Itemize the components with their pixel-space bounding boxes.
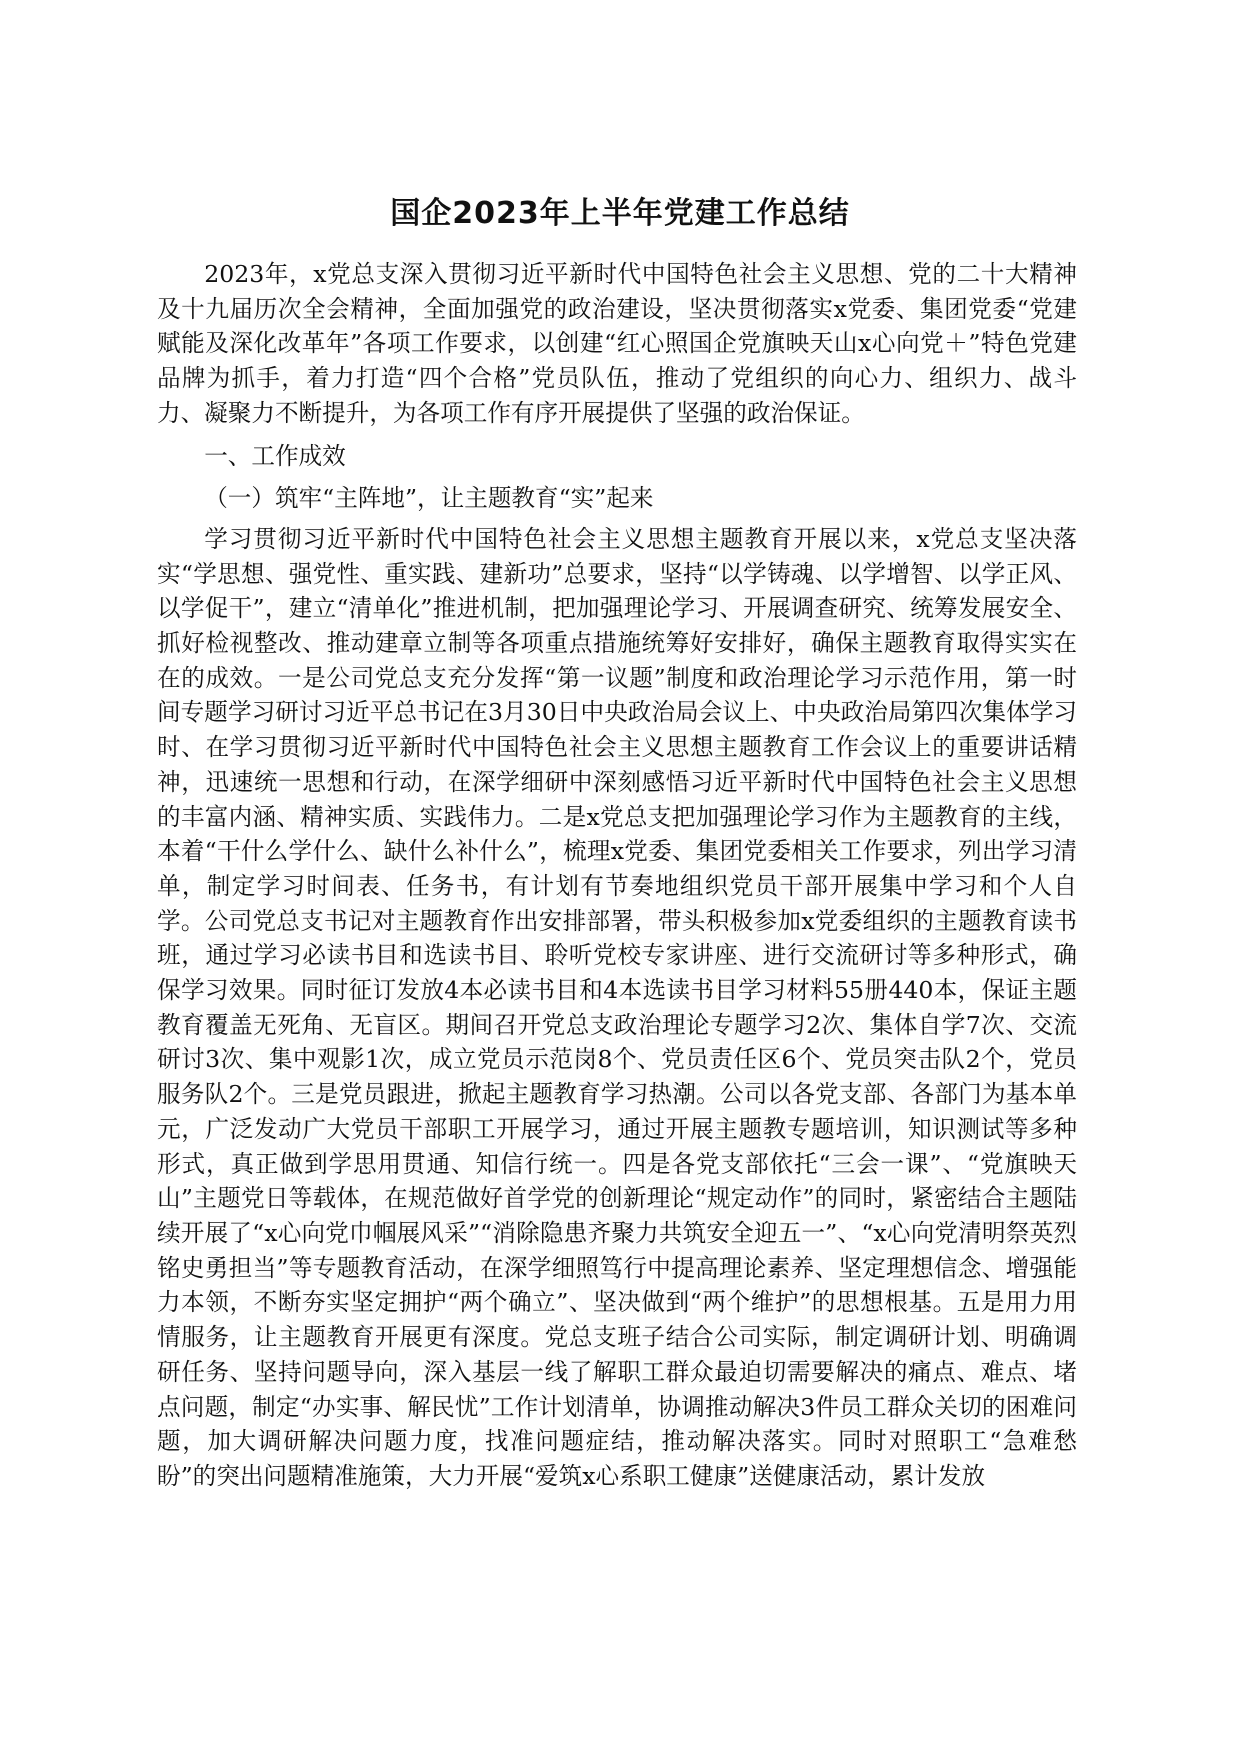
document-title: 国企2023年上半年党建工作总结 xyxy=(390,196,850,231)
body-paragraph: 学习贯彻习近平新时代中国特色社会主义思想主题教育开展以来，x党总支坚决落实“学思想、强党性、重实践、建新功”总要求，坚持“以学铸魂、以学增智、以学正风、以学促干”，建立“清单化”推进机制，把加强理论学习、开展调查研究、统筹发展安全、抓好检视整改、推动建章立制等各项重点措施统筹好安排好，确保主题教育取得实实在在的成效。一是公司党总支充分发挥“第一议题”制度和政治理论学习示范作用，第一时间专题学习研讨习近平总书记在3月30日中央政治局会议上、中央政治局第四次集体学习时、在学习贯彻习近平新时代中国特色社会主义思想主题教育工作会议上的重要讲话精神，迅速统一思想和行动，在深学细研中深刻感悟习近平新时代中国特色社会主义思想的丰富内涵、精神实质、实践伟力。二是x党总支把加强理论学习作为主题教育的主线，本着“干什么学什么、缺什么补什么”，梳理x党委、集团党委相关工作要求，列出学习清单，制定学习时间表、任务书，有计划有节奏地组织党员干部开展集中学习和个人自学。公司党总支书记对主题教育作出安排部署，带头积极参加x党委组织的主题教育读书班，通过学习必读书目和选读书目、聆听党校专家讲座、进行交流研讨等多种形式，确保学习效果。同时征订发放4本必读书目和4本选读书目学习材料55册440本，保证主题教育覆盖无死角、无盲区。期间召开党总支政治理论专题学习2次、集体自学7次、交流研讨3次、集中观影1次，成立党员示范岗8个、党员责任区6个、党员突击队2个，党员服务队2个。三是党员跟进，掀起主题教育学习热潮。公司以各党支部、各部门为基本单元，广泛发动广大党员干部职工开展学习，通过开展主题教专题培训，知识测试等多种形式，真正做到学思用贯通、知信行统一。四是各党支部依托“三会一课”、“党旗映天山”主题党日等载体，在规范做好首学党的创新理论“规定动作”的同时，紧密结合主题陆续开展了“x心向党巾帼展风采”“消除隐患齐聚力共筑安全迎五一”、“x心向党清明祭英烈铭史勇担当”等专题教育活动，在深学细照笃行中提高理论素养、坚定理想信念、增强能力本领，不断夯实坚定拥护“两个确立”、坚决做到“两个维护”的思想根基。五是用力用情服务，让主题教育开展更有深度。党总支班子结合公司实际，制定调研计划、明确调研任务、坚持问题导向，深入基层一线了解职工群众最迫切需要解决的痛点、难点、堵点问题，制定“办实事、解民忧”工作计划清单，协调推动解决3件员工群众关切的困难问题，加大调研解决问题力度，找准问题症结，推动解决落实。同时对照职工“急难愁盼”的突出问题精准施策，大力开展“爱筑x心系职工健康”送健康活动，累计发放 xyxy=(157,524,1077,1490)
section-heading: 一、工作成效 xyxy=(204,441,346,470)
document-body xyxy=(157,257,1077,1494)
intro-paragraph: 2023年，x党总支深入贯彻习近平新时代中国特色社会主义思想、党的二十大精神及十九届历次全会精神，全面加强党的政治建设，坚决贯彻落实x党委、集团党委“党建赋能及深化改革年”各项工作要求，以创建“红心照国企党旗映天山x心向党＋”特色党建品牌为抓手，着力打造“四个合格”党员队伍，推动了党组织的向心力、组织力、战斗力、凝聚力不断提升，为各项工作有序开展提供了坚强的政治保证。 xyxy=(157,260,1077,427)
subsection-heading: （一）筑牢“主阵地”，让主题教育“实”起来 xyxy=(204,484,654,513)
